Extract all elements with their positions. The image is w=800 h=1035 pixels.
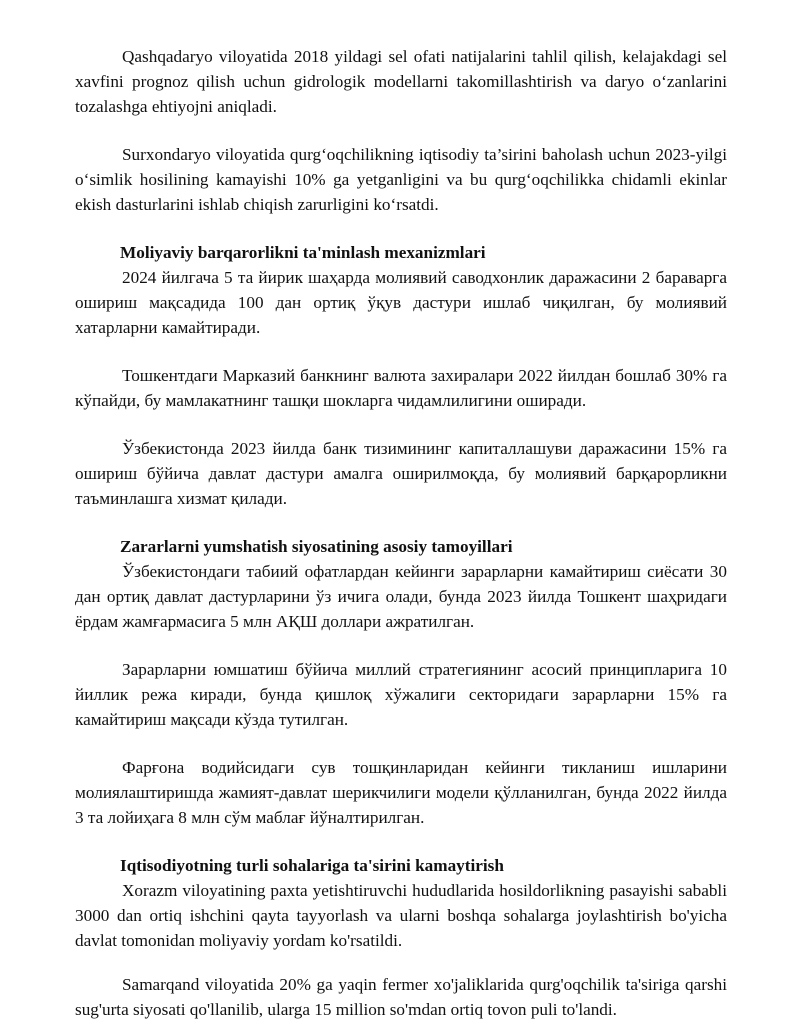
paragraph-fergana-recovery: Фарғона водийсидаги сув тошқинларидан кейинги тикланиш ишларини молиялаштиришда жамият-давлат шерикчилиги модели қўлланилган, бунда 2022 йилда 3 та лойиҳага 8 млн сўм маблағ йўналтирилган.	[75, 758, 727, 827]
section-heading-financial-stability: Moliyaviy barqarorlikni ta'minlash mexanizmlari	[120, 243, 486, 262]
paragraph-national-strategy: Зарарларни юмшатиш бўйича миллий стратегиянинг асосий принципларига 10 йиллик режа киради, бунда қишлоқ хўжалиги секторидаги зарарларни 15% га камайтириш мақсади кўзда тутилган.	[75, 660, 727, 729]
paragraph-samarkand-insurance: Samarqand viloyatida 20% ga yaqin fermer xo'jaliklarida qurg'oqchilik ta'siriga qarshi sug'urta siyosati qo'llanilib, ularga 15 million so'mdan ortiq tovon puli to'landi.	[75, 975, 727, 1019]
section-heading-economic-sectors: Iqtisodiyotning turli sohalariga ta'sirini kamaytirish	[120, 856, 504, 875]
paragraph-khorezm-retraining: Xorazm viloyatining paxta yetishtiruvchi hududlarida hosildorlikning pasayishi sababli 3000 dan ortiq ishchini qayta tayyorlash va ularni boshqa sohalarga joylashtirish bo'yicha davlat tomonidan moliyaviy yordam ko'rsatildi.	[75, 881, 727, 950]
paragraph-currency-reserves: Тошкентдаги Марказий банкнинг валюта захиралари 2022 йилдан бошлаб 30% га кўпайди, бу мамлакатнинг ташқи шокларга чидамлилигини оширади.	[75, 366, 727, 410]
paragraph-qashqadaryo: Qashqadaryo viloyatida 2018 yildagi sel ofati natijalarini tahlil qilish, kelajakdagi sel xavfini prognoz qilish uchun gidrologik modellarni takomillashtirish va daryo o‘zanlarini tozalashga ehtiyojni aniqladi.	[75, 47, 727, 116]
paragraph-disaster-policy: Ўзбекистондаги табиий офатлардан кейинги зарарларни камайтириш сиёсати 30 дан ортиқ давлат дастурларини ўз ичига олади, бунда 2023 йилда Тошкент шаҳридаги ёрдам жамғармасига 5 млн АҚШ доллари ажратилган.	[75, 562, 727, 631]
section-heading-damage-mitigation: Zararlarni yumshatish siyosatining asosiy tamoyillari	[120, 537, 513, 556]
paragraph-financial-literacy: 2024 йилгача 5 та йирик шаҳарда молиявий саводхонлик даражасини 2 бараварга ошириш мақсадида 100 дан ортиқ ўқув дастури ишлаб чиқилган, бу молиявий хатарларни камайтиради.	[75, 268, 727, 337]
paragraph-bank-capitalization: Ўзбекистонда 2023 йилда банк тизимининг капиталлашуви даражасини 15% га ошириш бўйича давлат дастури амалга оширилмоқда, бу молиявий барқарорликни таъминлашга хизмат қилади.	[75, 439, 727, 508]
document-page	[75, 44, 727, 1022]
paragraph-surxondaryo: Surxondaryo viloyatida qurg‘oqchilikning iqtisodiy ta’sirini baholash uchun 2023-yilgi o‘simlik hosilining kamayishi 10% ga yetganligini va bu qurg‘oqchilikka chidamli ekinlar ekish dasturlarini ishlab chiqish zarurligini ko‘rsatdi.	[75, 145, 727, 214]
